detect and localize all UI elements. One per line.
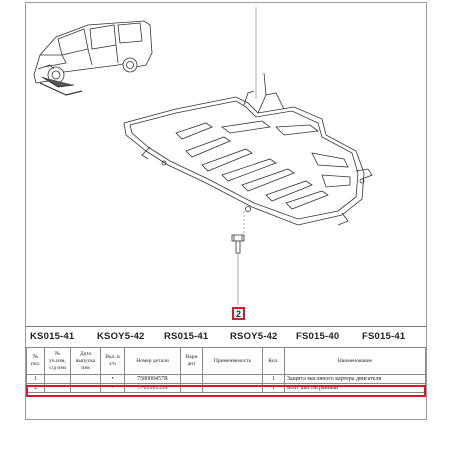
header-applicability: Применяемость [203,348,263,375]
header-name: Наименование [285,348,426,375]
variant-codes-row [26,326,426,348]
cell-position: 2 [27,384,45,393]
cell-included: • [101,375,125,384]
cell-change [45,375,71,384]
table-header-row [27,348,426,375]
cell-variant [181,384,203,393]
table-row[interactable] [27,375,426,384]
hex-bolt [232,235,244,253]
exploded-view-drawing [26,3,426,315]
variant-code: RSOY5-42 [230,331,278,342]
cell-variant [181,375,203,384]
cell-quantity: 1 [263,375,285,384]
cell-date [71,375,101,384]
cell-change [45,384,71,393]
cell-part-number: 7703101539 [125,384,181,393]
variant-code: KS015-41 [30,331,75,342]
cell-name: Болт шестигранный [285,384,426,393]
parts-table [26,347,426,393]
header-included: Вкл. в з/ч [101,348,125,375]
header-variant: Вари ант [181,348,203,375]
cell-applicability [203,384,263,393]
cell-quantity: 1 [263,384,285,393]
header-quantity: Кол. [263,348,285,375]
cell-applicability [203,375,263,384]
table-row[interactable] [27,384,426,393]
header-change: № уч.изм, с/д изм [45,348,71,375]
car-illustration [34,21,152,95]
cell-date [71,384,101,393]
cell-name: Защита масляного картера двигателя [285,375,426,384]
variant-code: FS015-40 [296,331,340,342]
header-position: № поз. [27,348,45,375]
header-part-number: Номер детали [125,348,181,375]
cell-part-number: 758000457R [125,375,181,384]
variant-code: RS015-41 [164,331,209,342]
variant-code: FS015-41 [362,331,406,342]
variant-code: KSOY5-42 [97,331,145,342]
engine-skid-plate [124,73,372,225]
cell-included: • [101,384,125,393]
parts-sheet [25,2,427,420]
callout-number[interactable]: 2 [232,307,245,320]
cell-position: 1 [27,375,45,384]
leader-lines [238,7,256,305]
header-date: Дата выпуска изм [71,348,101,375]
